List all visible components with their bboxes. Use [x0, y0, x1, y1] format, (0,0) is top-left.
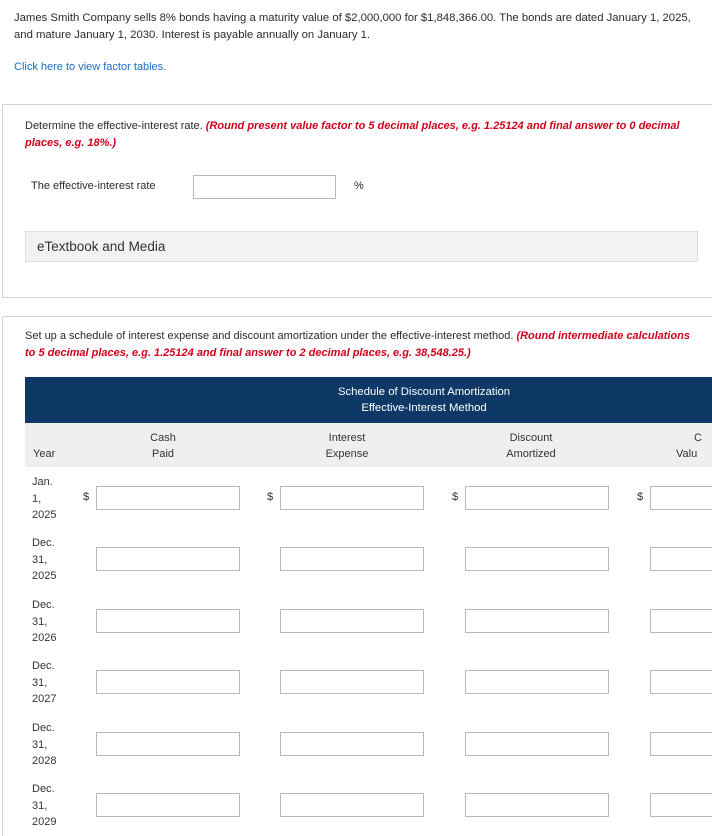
etextbook-media-button[interactable]: eTextbook and Media — [25, 231, 698, 262]
interest-expense-input-4[interactable] — [280, 732, 424, 756]
row-year-line: 2025 — [32, 570, 57, 582]
discount-amortized-input-3[interactable] — [465, 670, 609, 694]
row-year-line: Dec. — [32, 599, 55, 611]
row-year-line: Dec. — [32, 660, 55, 672]
row-year-0 — [32, 474, 56, 524]
dollar-sign: $ — [83, 491, 90, 503]
col-year: Year — [33, 448, 56, 460]
row-year-line: 31, — [32, 799, 48, 812]
carrying-value-input-1[interactable] — [650, 547, 712, 571]
row-year-1 — [32, 535, 56, 585]
row-year-line: 31, — [32, 553, 48, 566]
rate-label: The effective-interest rate — [31, 180, 156, 192]
row-year-line: 2029 — [32, 816, 57, 828]
schedule-header-bar — [25, 377, 712, 423]
row-year-line: Dec. — [32, 722, 55, 734]
interest-expense-input-0[interactable] — [280, 486, 424, 510]
dollar-sign: $ — [267, 491, 274, 503]
row-year-line: 2025 — [32, 509, 57, 521]
schedule-title — [254, 384, 594, 416]
carrying-value-input-4[interactable] — [650, 732, 712, 756]
row-year-line: Jan. — [32, 476, 53, 488]
dollar-sign: $ — [452, 491, 459, 503]
row-year-4 — [32, 720, 56, 770]
interest-expense-input-2[interactable] — [280, 609, 424, 633]
col-discount-amortized — [491, 430, 571, 462]
col-interest-line2: Expense — [325, 448, 369, 460]
discount-amortized-input-4[interactable] — [465, 732, 609, 756]
col-cash-paid-line1: Cash — [150, 432, 176, 444]
part2-instruction: Set up a schedule of interest expense and discount amortization under the effective-interest method. — [25, 330, 514, 342]
cash-paid-input-2[interactable] — [96, 609, 240, 633]
cash-paid-input-0[interactable] — [96, 486, 240, 510]
cash-paid-input-4[interactable] — [96, 732, 240, 756]
discount-amortized-input-0[interactable] — [465, 486, 609, 510]
row-year-5 — [32, 781, 56, 831]
row-year-2 — [32, 597, 56, 647]
percent-unit: % — [354, 180, 364, 192]
row-year-line: 31, — [32, 676, 48, 689]
part1-question — [25, 118, 701, 152]
schedule-title-line1: Schedule of Discount Amortization — [337, 386, 511, 398]
col-cash-paid — [123, 430, 203, 462]
row-year-line: 31, — [32, 738, 48, 751]
cash-paid-input-1[interactable] — [96, 547, 240, 571]
carrying-value-input-3[interactable] — [650, 670, 712, 694]
row-year-line: Dec. — [32, 537, 55, 549]
carrying-value-input-2[interactable] — [650, 609, 712, 633]
interest-expense-input-5[interactable] — [280, 793, 424, 817]
cash-paid-input-3[interactable] — [96, 670, 240, 694]
factor-tables-link[interactable]: Click here to view factor tables. — [14, 61, 167, 73]
part2-hint: (Round intermediate calculations to 5 decimal places, e.g. 1.25124 and final answer to 2 decimal places, e.g. 38,548.25.) — [25, 330, 691, 359]
col-carrying-line2: Valu — [676, 448, 698, 460]
interest-expense-input-1[interactable] — [280, 547, 424, 571]
part1-instruction: Determine the effective-interest rate. — [25, 120, 203, 132]
col-discount-line1: Discount — [509, 432, 553, 444]
carrying-value-input-0[interactable] — [650, 486, 712, 510]
effective-rate-input[interactable] — [193, 175, 336, 199]
row-year-line: 31, — [32, 615, 48, 628]
row-year-line: 1, — [32, 492, 42, 505]
carrying-value-input-5[interactable] — [650, 793, 712, 817]
discount-amortized-input-1[interactable] — [465, 547, 609, 571]
col-interest-expense — [307, 430, 387, 462]
discount-amortized-input-2[interactable] — [465, 609, 609, 633]
col-interest-line1: Interest — [328, 432, 366, 444]
discount-amortized-input-5[interactable] — [465, 793, 609, 817]
col-discount-line2: Amortized — [506, 448, 556, 460]
row-year-line: Dec. — [32, 783, 55, 795]
part1-hint: (Round present value factor to 5 decimal places, e.g. 1.25124 and final answer to 0 decimal places, e.g. 18%.) — [25, 120, 680, 149]
interest-expense-input-3[interactable] — [280, 670, 424, 694]
row-year-line: 2028 — [32, 755, 57, 767]
row-year-line: 2027 — [32, 693, 57, 705]
col-carrying-value — [676, 430, 712, 462]
problem-statement: James Smith Company sells 8% bonds having a maturity value of $2,000,000 for $1,848,366.00. The bonds are dated January 1, 2025, and mature January 1, 2030. Interest is payable annually on January 1. — [14, 12, 691, 41]
dollar-sign: $ — [637, 491, 644, 503]
schedule-title-line2: Effective-Interest Method — [361, 402, 487, 414]
row-year-3 — [32, 658, 56, 708]
row-year-line: 2026 — [32, 632, 57, 644]
col-carrying-line1: C — [694, 432, 702, 444]
cash-paid-input-5[interactable] — [96, 793, 240, 817]
part2-question — [25, 328, 701, 362]
col-cash-paid-line2: Paid — [151, 448, 175, 460]
